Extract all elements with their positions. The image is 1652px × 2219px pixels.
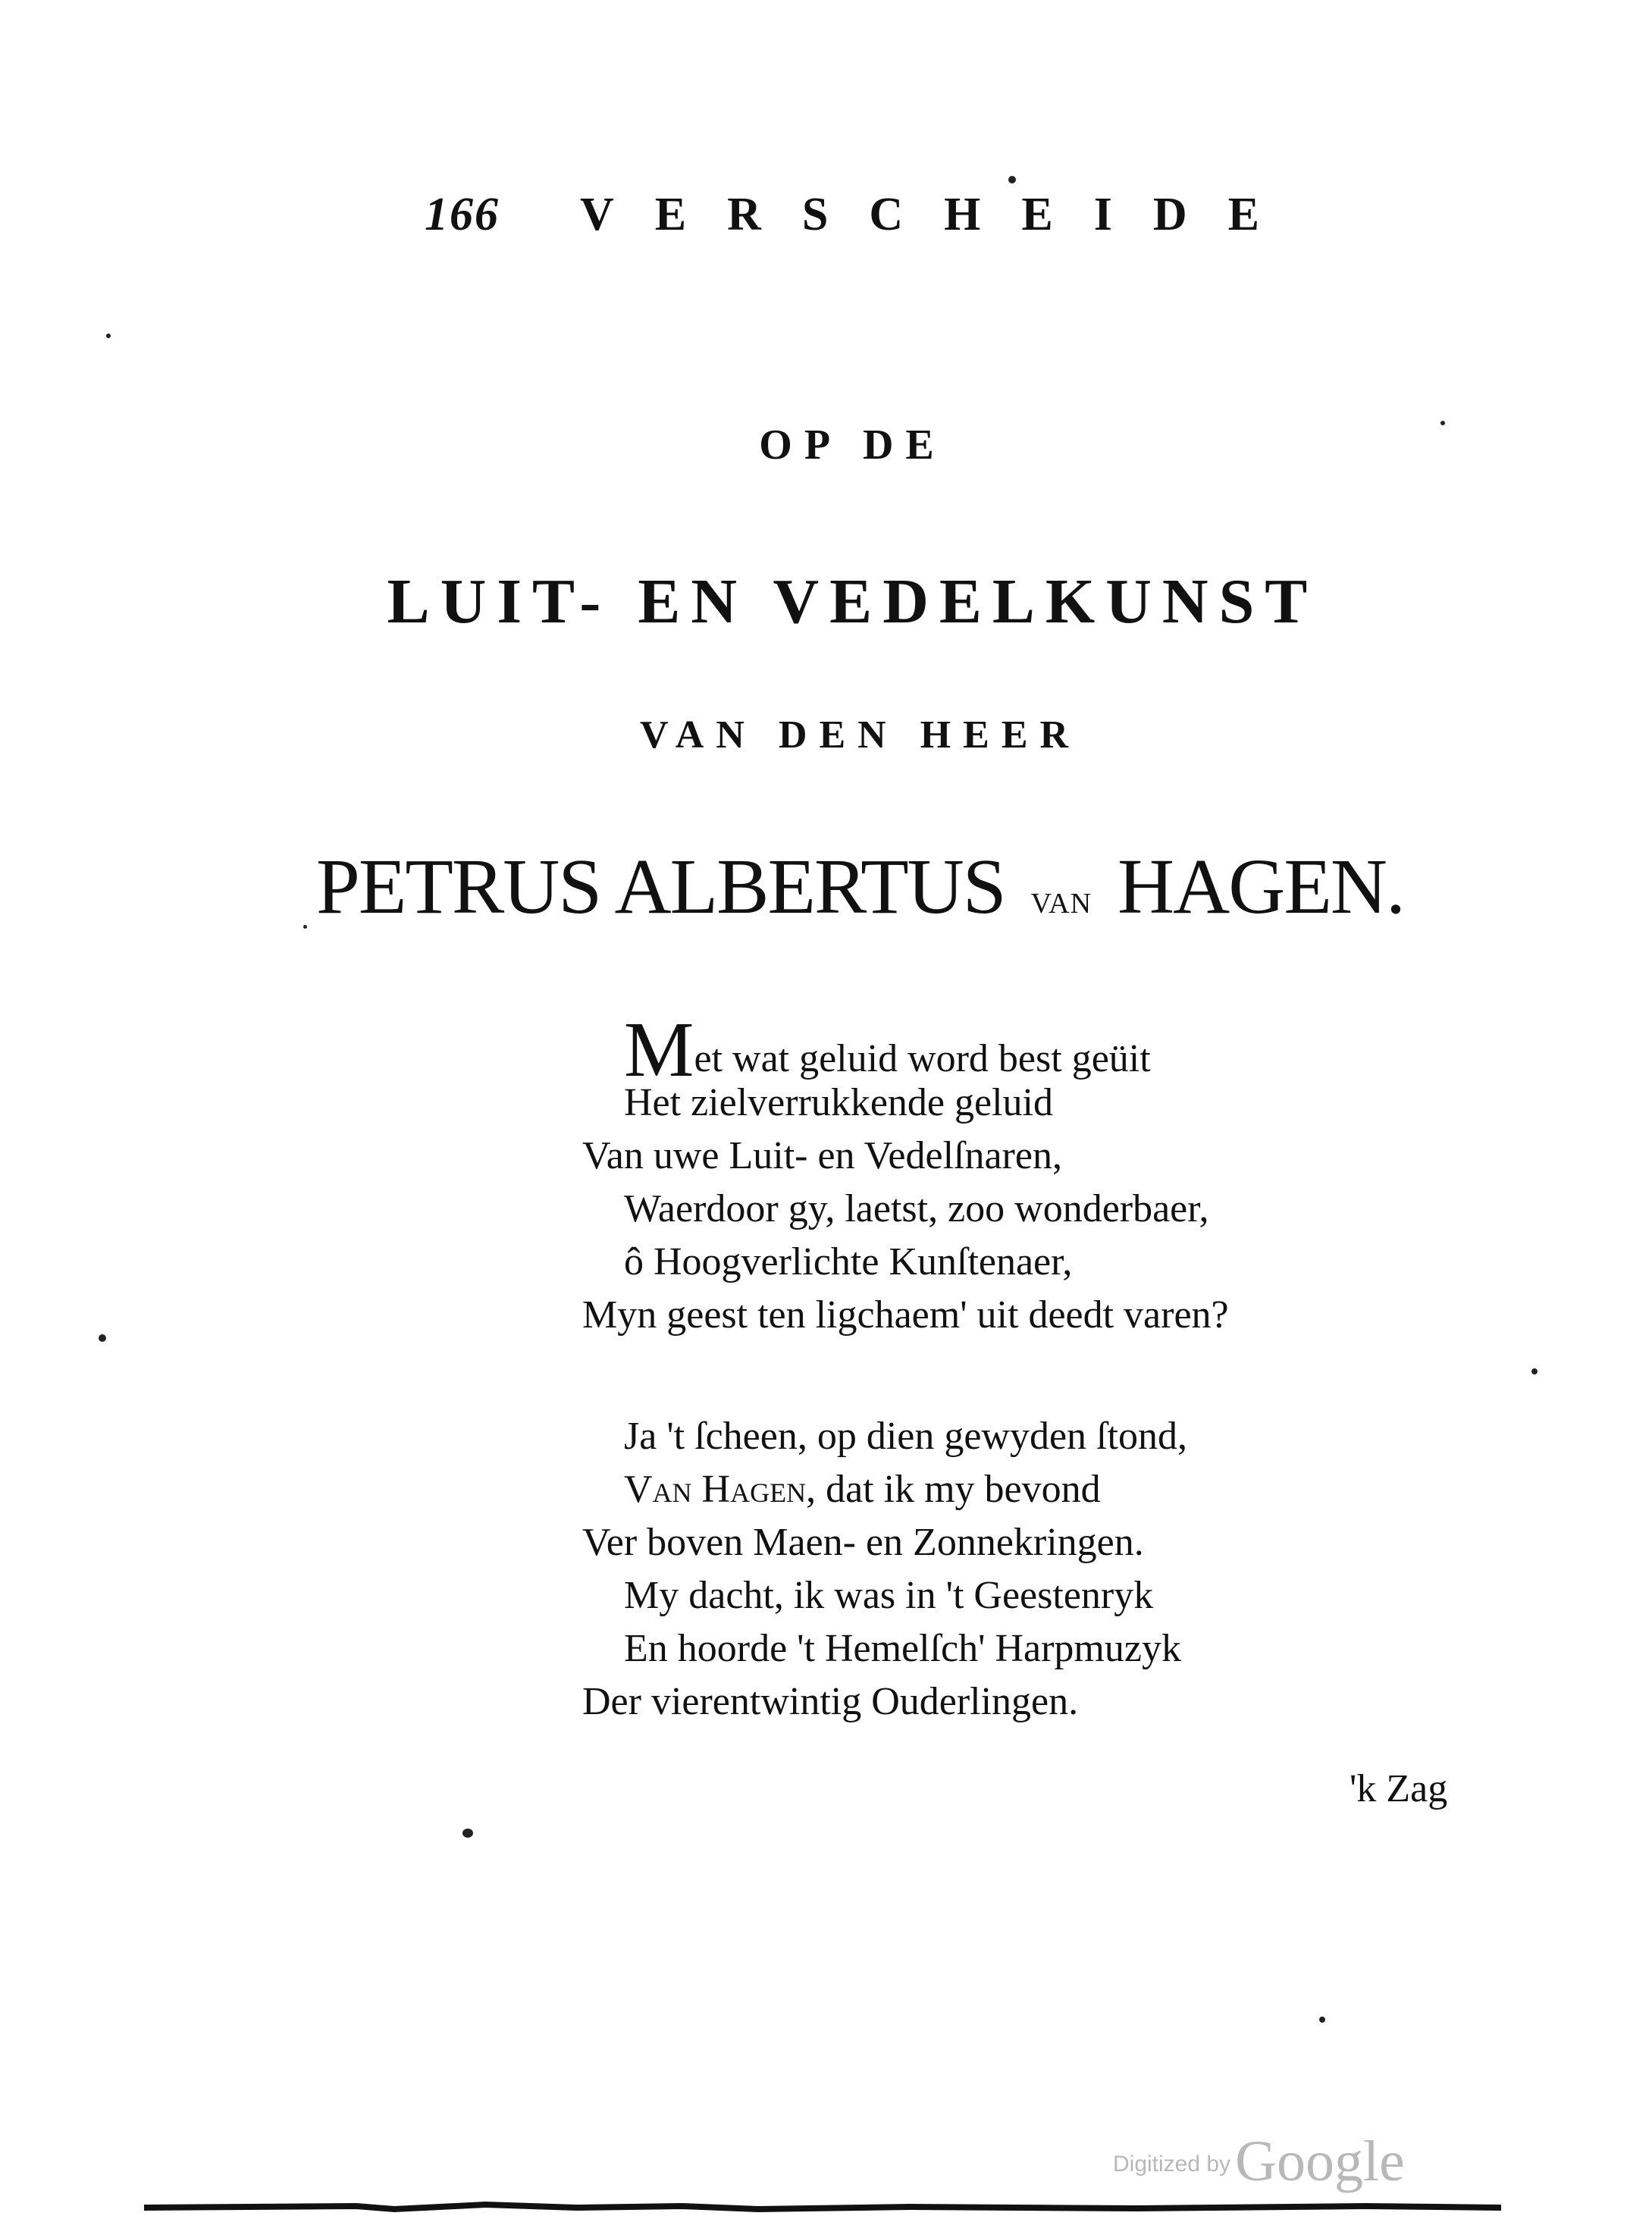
scan-speck xyxy=(303,925,307,929)
title-line-op-de: OP DE xyxy=(759,422,946,469)
poem-line: Waerdoor gy, laetst, zoo wonderbaer, xyxy=(624,1187,1209,1230)
stanza-2 xyxy=(582,1410,1229,1729)
poem-line xyxy=(582,1463,1229,1516)
poem xyxy=(582,1006,1229,1729)
name-first: PETRUS ALBERTUS xyxy=(316,843,1005,930)
poem-line: Van uwe Luit- en Vedelſnaren, xyxy=(582,1134,1062,1177)
poem-line-text: et wat geluid word best geüit xyxy=(694,1037,1151,1080)
name-last: HAGEN. xyxy=(1118,843,1404,930)
stanza-1 xyxy=(582,1006,1229,1342)
page-bottom-edge xyxy=(0,2199,1652,2219)
poem-line: My dacht, ik was in 't Geestenryk xyxy=(624,1574,1154,1617)
title-line-name xyxy=(0,842,1652,932)
poem-line: Ja 't ſcheen, op dien gewyden ſtond, xyxy=(624,1415,1187,1458)
google-logo: Google xyxy=(1235,2130,1405,2193)
poem-line: Der vierentwintig Ouderlingen. xyxy=(582,1680,1079,1723)
scan-speck xyxy=(106,334,111,338)
drop-cap: M xyxy=(624,1006,694,1093)
poem-line: Het zielverrukkende geluid xyxy=(624,1081,1053,1124)
stanza-gap xyxy=(582,1342,1229,1410)
google-watermark xyxy=(1113,2129,1405,2195)
poem-line: Myn geest ten ligchaem' uit deedt varen? xyxy=(582,1293,1229,1337)
scan-speck xyxy=(1531,1368,1538,1374)
digitized-by-text: Digitized by xyxy=(1113,2152,1231,2177)
scan-speck xyxy=(99,1334,106,1342)
scan-speck xyxy=(1440,421,1445,425)
scan-speck xyxy=(462,1829,473,1838)
running-head: VERSCHEIDE xyxy=(580,189,1300,240)
poem-line: Ver boven Maen- en Zonnekringen. xyxy=(582,1521,1144,1564)
name-particle: VAN xyxy=(1030,888,1092,920)
poem-line xyxy=(582,1006,1229,1093)
page-number: 166 xyxy=(425,189,500,240)
title-line-van-den-heer: VAN DEN HEER xyxy=(639,713,1081,757)
title-line-luit-en-vedelkunst: LUIT- EN VEDELKUNST xyxy=(387,566,1318,637)
poem-line: En hoorde 't Hemelſch' Harpmuzyk xyxy=(624,1627,1181,1670)
name-van-hagen: Van Hagen xyxy=(624,1468,807,1511)
page-header xyxy=(425,188,1395,256)
poem-line: ô Hoogverlichte Kunſtenaer, xyxy=(624,1240,1073,1283)
catchword: 'k Zag xyxy=(1349,1767,1448,1810)
scan-speck xyxy=(1319,2017,1325,2023)
scan-speck xyxy=(1008,176,1016,183)
poem-line-text: , dat ik my bevond xyxy=(806,1468,1101,1511)
